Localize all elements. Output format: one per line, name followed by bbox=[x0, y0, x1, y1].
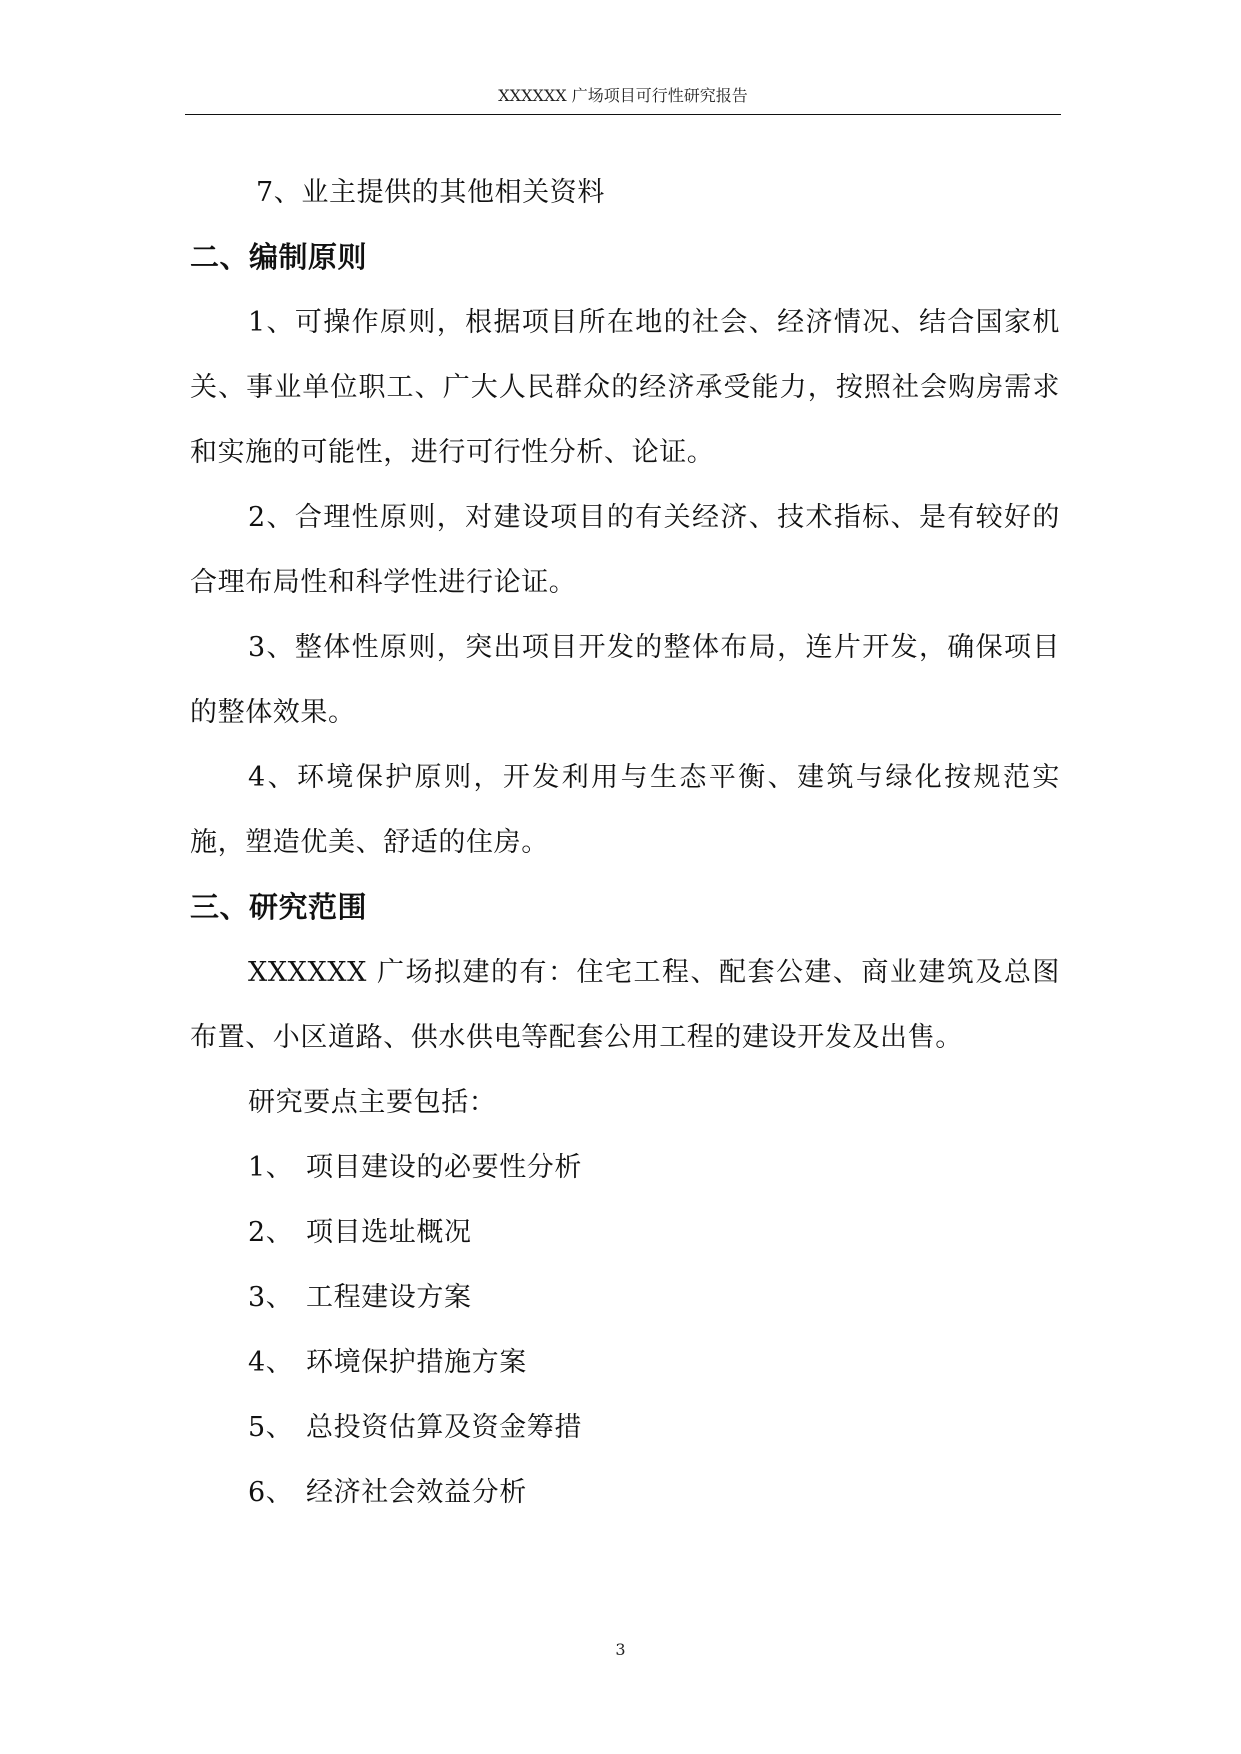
intro-item: 7、业主提供的其他相关资料 bbox=[256, 177, 605, 208]
list-item-number: 1、 bbox=[248, 1152, 294, 1183]
header-rule bbox=[185, 114, 1061, 115]
list-item-number: 4、 bbox=[248, 1347, 294, 1378]
list-item bbox=[190, 1330, 1060, 1395]
list-item-text: 经济社会效益分析 bbox=[306, 1477, 527, 1508]
list-item-text: 总投资估算及资金筹措 bbox=[306, 1412, 582, 1443]
list-item-number: 5、 bbox=[248, 1412, 294, 1443]
list-item-text: 项目建设的必要性分析 bbox=[306, 1152, 582, 1183]
list-item bbox=[190, 1265, 1060, 1330]
list-item-text: 工程建设方案 bbox=[306, 1282, 472, 1313]
list-item-text: 环境保护措施方案 bbox=[306, 1347, 527, 1378]
list-item-text: 项目选址概况 bbox=[306, 1217, 472, 1248]
list-item-number: 3、 bbox=[248, 1282, 294, 1313]
list-item bbox=[190, 1395, 1060, 1460]
section-heading-scope: 三、研究范围 bbox=[190, 890, 368, 924]
principle-paragraph-4: 4、环境保护原则，开发利用与生态平衡、建筑与绿化按规范实施，塑造优美、舒适的住房。 bbox=[190, 762, 1060, 858]
page-number: 3 bbox=[615, 1640, 626, 1659]
section-heading-principles: 二、编制原则 bbox=[190, 240, 368, 274]
principle-paragraph-1: 1、可操作原则，根据项目所在地的社会、经济情况、结合国家机关、事业单位职工、广大人民群众的经济承受能力，按照社会购房需求和实施的可能性，进行可行性分析、论证。 bbox=[190, 307, 1060, 468]
principle-paragraph-2: 2、合理性原则，对建设项目的有关经济、技术指标、是有较好的合理布局性和科学性进行论证。 bbox=[190, 502, 1060, 598]
list-item-number: 2、 bbox=[248, 1217, 294, 1248]
research-points-intro: 研究要点主要包括： bbox=[248, 1087, 497, 1118]
document-body bbox=[190, 160, 1060, 1525]
running-header: XXXXXX 广场项目可行性研究报告 bbox=[498, 86, 748, 105]
principle-paragraph-3: 3、整体性原则，突出项目开发的整体布局，连片开发，确保项目的整体效果。 bbox=[190, 632, 1060, 728]
list-item bbox=[190, 1200, 1060, 1265]
list-item bbox=[190, 1460, 1060, 1525]
list-item-number: 6、 bbox=[248, 1477, 294, 1508]
scope-paragraph: XXXXXX 广场拟建的有：住宅工程、配套公建、商业建筑及总图布置、小区道路、供水供电等配套公用工程的建设开发及出售。 bbox=[190, 957, 1060, 1053]
list-item bbox=[190, 1135, 1060, 1200]
